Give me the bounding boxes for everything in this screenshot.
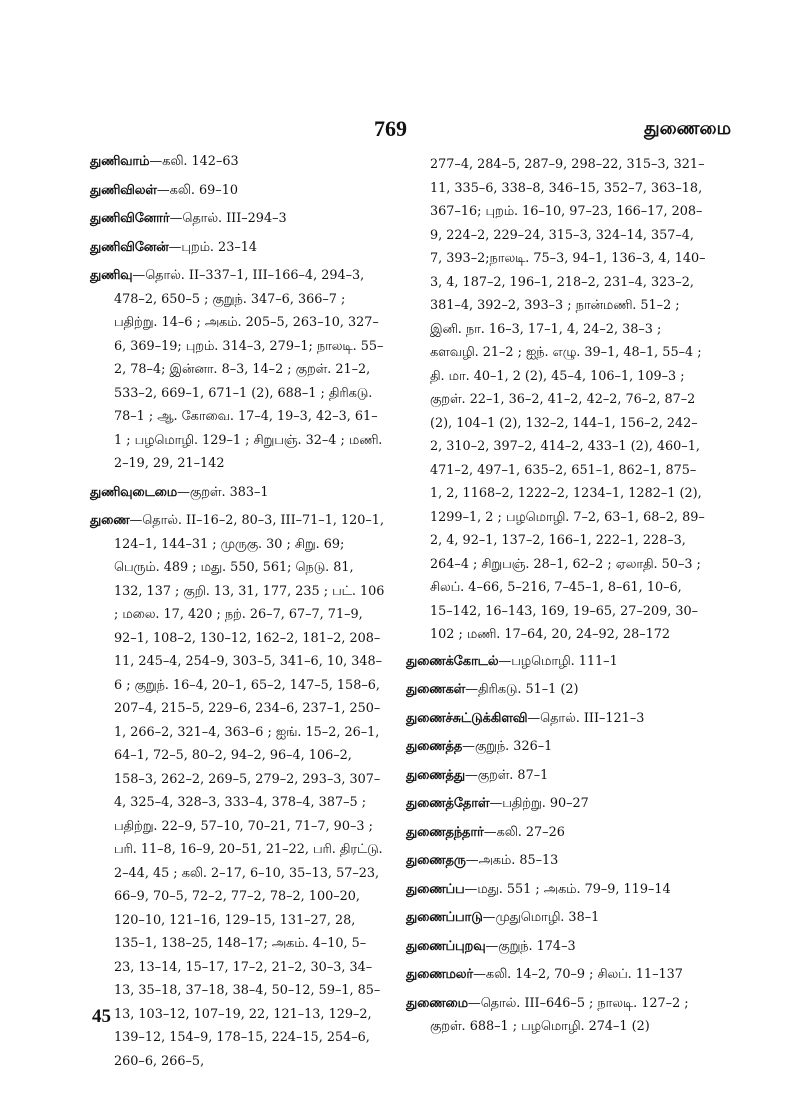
entry-headword: துணைப்புறவு [406,938,486,954]
entry-references: —புறம். 23–14 [168,239,258,255]
entry-headword: துணைத்து [406,767,465,783]
entry-headword: துணிவினோர் [90,211,170,226]
entry-references: —குறள். 87–1 [464,767,549,783]
index-entry [90,236,385,260]
entry-headword: துணிவு [90,268,133,283]
entry-references: —கலி. 69–10 [156,182,238,198]
index-entry [90,481,385,505]
index-entry [406,878,706,902]
entry-headword: துணிவினேன் [90,239,169,255]
signature-number: 45 [92,1006,111,1027]
entry-headword: துணைமலர் [406,967,474,982]
running-head: துணைமை [644,118,732,139]
entry-headword: துணைப்ப [406,881,465,897]
index-entry [406,906,706,930]
index-entry [406,935,706,959]
entry-headword: துணை [90,513,130,528]
index-entry [406,821,706,845]
entry-headword: துணைதந்தார் [406,824,484,840]
page-number: 769 [374,116,407,141]
entry-references: —தொல். III–121–3 [527,710,645,726]
entry-references: —திரிகடு. 51–1 (2) [465,682,579,697]
index-entry [90,509,385,1073]
entry-references: —தொல். II–16–2, 80–3, III–71–1, 120–1, 124–1, 144–31 ; முருகு. 30 ; சிறு. 69; பெரும். 489 ; மது. 550, 561; நெடு. 81, 132, 137 ; குறி. 13, 31, 177, 235 ; பட். 106 ; மலை. 17, 420 ; நற். 26–7, 67–7, 71–9, 92–1, 108–2, 130–12, 162–2, 181–2, 208–11, 245–4, 254–9, 303–5, 341–6, 10, 348–6 ; குறுந். 16–4, 20–1, 65–2, 147–5, 158–6, 207–4, 215–5, 229–6, 234–6, 237–1, 250–1, 266–2, 321–4, 363–6 ; ஐங். 15–2, 26–1, 64–1, 72–5, 80–2, 94–2, 96–4, 106–2, 158–3, 262–2, 269–5, 279–2, 293–3, 307–4, 325–4, 328–3, 333–4, 378–4, 387–5 ; பதிற்று. 22–9, 57–10, 70–21, 71–7, 90–3 ; பரி. 11–8, 16–9, 20–51, 21–22, பரி. திரட்டு. 2–44, 45 ; கலி. 2–17, 6–10, 35–13, 57–23, 66–9, 70–5, 72–2, 77–2, 78–2, 100–20, 120–10, 121–16, 129–15, 131–27, 28, 135–1, 138–25, 148–17; அகம். 4–10, 5–23, 13–14, 15–17, 17–2, 21–2, 30–3, 34–13, 35–18, 37–18, 38–4, 50–12, 59–1, 85–13, 103–12, 107–19, 22, 121–13, 129–2, 139–12, 154–9, 178–15, 224–15, 254–6, 260–6, 266–5, [114,513,385,1069]
entry-references: —கலி. 27–26 [483,824,565,840]
entry-headword: துணைப்பாடு [406,910,483,925]
index-entry [90,264,385,476]
entry-references: —தொல். III–646–5 ; நாலடி. 127–2 ; குறள். 688–1 ; பழமொழி. 274–1 (2) [430,995,689,1034]
index-entry [406,678,706,702]
entry-headword: துணிவாம் [90,154,150,169]
index-entry [406,992,706,1039]
entry-headword: துணைக்கோடல் [406,653,499,669]
entry-references: —முதுமொழி. 38–1 [482,910,600,925]
index-entry [406,792,706,816]
index-entry [406,735,706,759]
entry-headword: துணைமை [406,995,468,1011]
entry-headword: துணிவிலள் [90,182,157,198]
entry-references: —மது. 551 ; அகம். 79–9, 119–14 [464,881,671,897]
index-entry [90,207,385,231]
entry-references: —குறள். 383–1 [177,484,269,500]
entry-references: —குறுந். 326–1 [462,739,553,754]
index-entry [406,707,706,731]
entry-headword: துணைகள் [406,682,466,697]
index-entry [406,764,706,788]
entry-references: 277–4, 284–5, 287–9, 298–22, 315–3, 321–11, 335–6, 338–8, 346–15, 352–7, 363–18, 367–16; புறம். 16–10, 97–23, 166–17, 208–9, 224–2, 229–24, 315–3, 324–14, 357–4, 7, 393–2;நாலடி. 75–3, 94–1, 136–3, 4, 140–3, 4, 187–2, 196–1, 218–2, 231–4, 323–2, 381–4, 392–2, 393–3 ; நான்மணி. 51–2 ; இனி. நா. 16–3, 17–1, 4, 24–2, 38–3 ; களவழி. 21–2 ; ஐந். எழு. 39–1, 48–1, 55–4 ; தி. மா. 40–1, 2 (2), 45–4, 106–1, 109–3 ; குறள். 22–1, 36–2, 41–2, 42–2, 76–2, 87–2 (2), 104–1 (2), 132–2, 144–1, 156–2, 242–2, 310–2, 397–2, 414–2, 433–1 (2), 460–1, 471–2, 497–1, 635–2, 651–1, 862–1, 875–1, 2, 1168–2, 1222–2, 1234–1, 1282–1 (2), 1299–1, 2 ; பழமொழி. 7–2, 63–1, 68–2, 89–2, 4, 92–1, 137–2, 166–1, 222–1, 228–3, 264–4 ; சிறுபஞ். 28–1, 62–2 ; ஏலாதி. 50–3 ; சிலப். 4–66, 5–216, 7–45–1, 8–61, 10–6, 15–142, 16–143, 169, 19–65, 27–209, 30–102 ; மணி. 17–64, 20, 24–92, 28–172 [430,157,706,642]
entry-headword: துணைத்த [406,739,463,754]
index-entry [406,650,706,674]
entry-references: —பழமொழி. 111–1 [498,653,618,669]
entry-headword: துணைச்சுட்டுக்கிளவி [406,710,528,726]
entry-references: —கலி. 142–63 [149,154,239,169]
entry-references: —குறுந். 174–3 [485,938,576,954]
index-entry-continuation [406,153,706,647]
entry-headword: துணிவுடைமை [90,484,178,500]
entry-references: —பதிற்று. 90–27 [489,796,589,811]
entry-headword: துணைத்தோள் [406,796,490,811]
entry-headword: துணைதரு [406,853,466,868]
index-entry [406,849,706,873]
entry-references: —தொல். III–294–3 [169,211,287,226]
index-entry [90,179,385,203]
right-column [406,153,706,1044]
entry-references: —அகம். 85–13 [465,853,559,868]
left-column [90,150,385,1078]
index-entry [90,150,385,174]
index-entry [406,963,706,987]
entry-references: —தொல். II–337–1, III–166–4, 294–3, 478–2, 650–5 ; குறுந். 347–6, 366–7 ; பதிற்று. 14–6 ; அகம். 205–5, 263–10, 327–6, 369–19; புறம். 314–3, 279–1; நாலடி. 55–2, 78–4; இன்னா. 8–3, 14–2 ; குறள். 21–2, 533–2, 669–1, 671–1 (2), 688–1 ; திரிகடு. 78–1 ; ஆ. கோவை. 17–4, 19–3, 42–3, 61–1 ; பழமொழி. 129–1 ; சிறுபஞ். 32–4 ; மணி. 2–19, 29, 21–142 [114,268,384,471]
entry-references: —கலி. 14–2, 70–9 ; சிலப். 11–137 [473,967,683,982]
